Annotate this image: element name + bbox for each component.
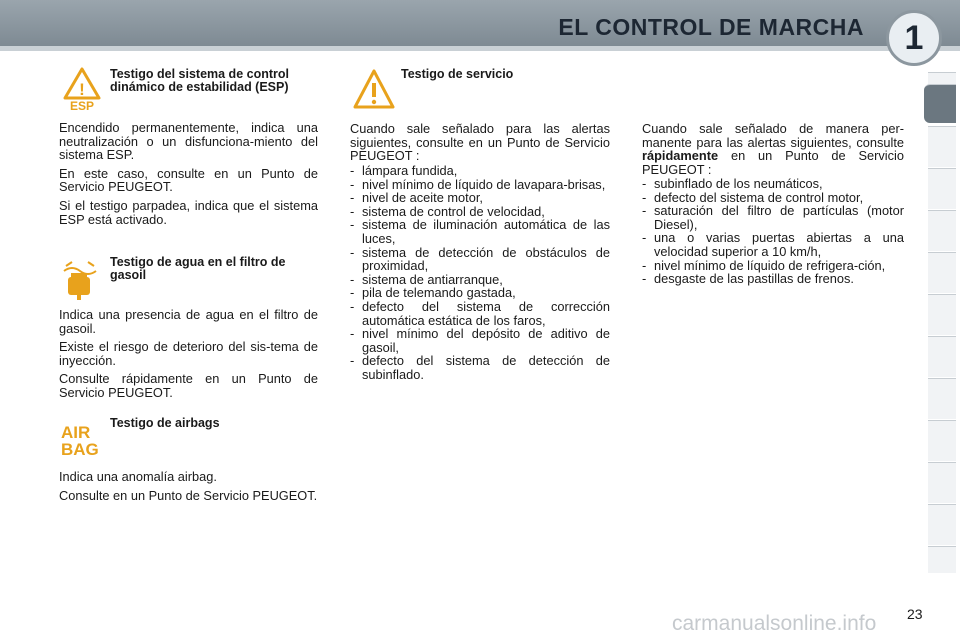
water-filter-title: Testigo de agua en el filtro de gasoil [110,255,286,282]
list-item: - sistema de antiarranque, [350,273,610,287]
chapter-tab[interactable] [928,210,956,251]
airbag-icon: AIR BAG [61,423,99,459]
chapter-tab[interactable] [928,378,956,419]
list-item: - sistema de control de velocidad, [350,205,610,219]
service-warning-icon [352,68,396,112]
chapter-badge: 1 [886,10,942,66]
list-item: - nivel de aceite motor, [350,191,610,205]
service-title: Testigo de servicio [401,67,514,81]
airbag-title: Testigo de airbags [110,416,220,430]
airbag-text: Indica una anomalía airbag. Consulte en un Punto de Servicio PEUGEOT. [59,469,318,503]
list-item: - nivel mínimo de líquido de lavapara-brisas, [350,178,610,192]
chapter-tab-active[interactable] [924,84,956,123]
esp-icon-label: ESP [69,99,95,112]
list-item: - pila de telemando gastada, [350,286,610,300]
list-item: - desgaste de las pastillas de frenos. [642,272,904,286]
water-in-filter-icon [60,259,100,301]
list-item: - defecto del sistema de control motor, [642,191,904,205]
service-intro: Cuando sale señalado para las alertas siguientes, consulte en un Punto de Servicio PEUGEOT : [350,121,610,164]
chapter-tab[interactable] [928,336,956,377]
header-strip [0,46,960,51]
list-item: - defecto del sistema de corrección automática estática de los faros, [350,300,610,327]
list-item: - nivel mínimo del depósito de aditivo de gasoil, [350,327,610,354]
svg-text:!: ! [79,80,85,99]
chapter-tab[interactable] [928,462,956,503]
esp-title: Testigo del sistema de control dinámico de estabilidad (ESP) [110,67,289,94]
page-number: 23 [907,606,923,622]
service-intro-permanent: Cuando sale señalado de manera per-manente para las alertas siguientes, consulte rápidamente en un Punto de Servicio PEUGEOT : [642,121,904,177]
water-filter-text: Indica una presencia de agua en el filtro de gasoil. Existe el riesgo de deterioro del sis-tema de inyección. Consulte rápidamente en un Punto de Servicio PEUGEOT. [59,307,318,400]
service-list [350,164,610,382]
list-item: - defecto del sistema de detección de subinflado. [350,354,610,381]
esp-text: Encendido permanentemente, indica una neutralización o un disfunciona-miento del sistema ESP. En este caso, consulte en un Punto de Servicio PEUGEOT. Si el testigo parpadea, indica que el sistema ESP está activado. [59,120,318,227]
service-list-permanent [642,177,904,286]
list-item: - saturación del filtro de partículas (motor Diesel), [642,204,904,231]
list-item: - lámpara fundida, [350,164,610,178]
chapter-tab[interactable] [928,252,956,293]
watermark: carmanualsonline.info [672,612,877,635]
chapter-tab[interactable] [928,294,956,335]
chapter-tab[interactable] [928,126,956,167]
list-item: - nivel mínimo de líquido de refrigera-ción, [642,259,904,273]
list-item: - una o varias puertas abiertas a una velocidad superior a 10 km/h, [642,231,904,258]
list-item: - sistema de detección de obstáculos de proximidad, [350,246,610,273]
chapter-tab[interactable] [928,420,956,461]
chapter-tab[interactable] [928,546,956,573]
chapter-tab[interactable] [928,168,956,209]
chapter-tab[interactable] [928,504,956,545]
list-item: - subinflado de los neumáticos, [642,177,904,191]
page-title: EL CONTROL DE MARCHA [558,14,864,40]
list-item: - sistema de iluminación automática de las luces, [350,218,610,245]
chapter-tabs [928,72,960,572]
esp-warning-icon [62,66,102,112]
